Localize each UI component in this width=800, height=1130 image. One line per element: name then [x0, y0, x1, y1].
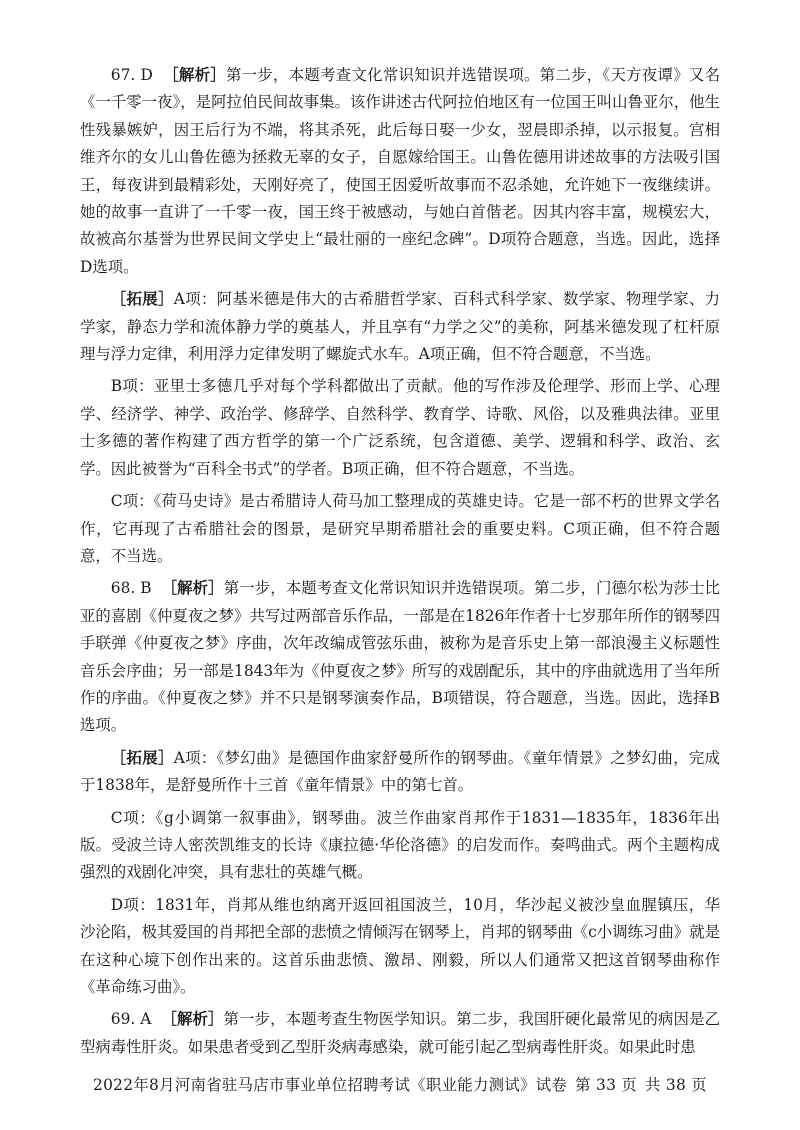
- q69-analysis-label: ［解析］: [161, 1010, 224, 1029]
- q67-analysis-body: 第一步，本题考查文化常识知识并选错误项。第二步，《天方夜谭》又名《一千零一夜》，是阿拉伯民间故事集。该作讲述古代阿拉伯地区有一位国王叫山鲁亚尔，他生性残暴嫉妒，因王后行为不端，将其杀死，此后每日娶一少女，翌晨即杀掉，以示报复。宫相维齐尔的女儿山鲁佐德为拯救无辜的女子，自愿嫁给国王。山鲁佐德用讲述故事的方法吸引国王，每夜讲到最精彩处，天刚好亮了，使国王因爱听故事而不忍杀她，允许她下一夜继续讲。她的故事一直讲了一千零一夜，国王终于被感动，与她白首偕老。因其内容丰富，规模宏大，故被高尔基誉为世界民间文学史上“最壮丽的一座纪念碑”。D项符合题意，当选。因此，选择D选项。: [80, 66, 720, 276]
- q67-analysis: [80, 62, 720, 281]
- footer-exam-title: 2022年8月河南省驻马店市事业单位招聘考试《职业能力测试》试卷: [92, 1076, 568, 1094]
- q68-analysis-label: ［解析］: [161, 579, 224, 598]
- q68-analysis: [80, 575, 720, 739]
- footer-total-pages: 共 38 页: [645, 1076, 707, 1094]
- footer-page-number: 第 33 页: [575, 1076, 638, 1094]
- q69-number: 69. A: [110, 1010, 152, 1029]
- q68-analysis-body: 第一步，本题考查文化常识知识并选错误项。第二步，门德尔松为莎士比亚的喜剧《仲夏夜之梦》共写过两部音乐作品，一部是在1826年作者十七岁那年所作的钢琴四手联弹《仲夏夜之梦》序曲，次年改编成管弦乐曲，被称为是音乐史上第一部浪漫主义标题性音乐会序曲；另一部是1843年为《仲夏夜之梦》所写的戏剧配乐，其中的序曲就选用了当年所作的序曲。《仲夏夜之梦》并不只是钢琴演奏作品，B项错误，符合题意，当选。因此，选择B选项。: [80, 579, 720, 735]
- q68-extension-c: C项：《g小调第一叙事曲》，钢琴曲。波兰作曲家肖邦作于1831—1835年，1836年出版。受波兰诗人密茨凯维支的长诗《康拉德·华伦洛德》的启发而作。奏鸣曲式。两个主题构成强烈的戏剧化冲突，具有悲壮的英雄气概。: [80, 808, 720, 882]
- q67-extension-a: [80, 286, 720, 368]
- q68-extension-d: D项：1831年，肖邦从维也纳离开返回祖国波兰，10月，华沙起义被沙皇血腥镇压，华沙沦陷，极其爱国的肖邦把全部的悲愤之情倾泻在钢琴上，肖邦的钢琴曲《c小调练习曲》就是在这种心境下创作出来的。这首乐曲悲愤、激昂、刚毅，所以人们通常又把这首钢琴曲称作《革命练习曲》。: [80, 895, 720, 996]
- page-footer: [0, 1073, 800, 1095]
- q67-number: 67. D: [110, 66, 153, 84]
- q67-extension-c: C项：《荷马史诗》是古希腊诗人荷马加工整理成的英雄史诗。它是一部不朽的世界文学名作，它再现了古希腊社会的图景，是研究早期希腊社会的重要史料。C项正确，但不符合题意，不当选。: [80, 492, 720, 565]
- q68-extension-label: ［拓展］: [110, 748, 174, 767]
- q68-number: 68. B: [110, 579, 152, 598]
- q68-extension-a-text: A项：《梦幻曲》是德国作曲家舒曼所作的钢琴曲。《童年情景》之梦幻曲，完成于1838年，是舒曼所作十三首《童年情景》中的第七首。: [80, 748, 720, 795]
- q67-extension-b: B项：亚里士多德几乎对每个学科都做出了贡献。他的写作涉及伦理学、形而上学、心理学、经济学、神学、政治学、修辞学、自然科学、教育学、诗歌、风俗，以及雅典法律。亚里士多德的著作构建了西方哲学的第一个广泛系统，包含道德、美学、逻辑和科学、政治、玄学。因此被誉为“百科全书式”的学者。B项正确，但不符合题意，不当选。: [80, 377, 720, 478]
- q67-analysis-label: ［解析］: [163, 66, 226, 84]
- q69-analysis: [80, 1006, 720, 1061]
- q68-extension-a: [80, 745, 720, 800]
- q67-extension-label: ［拓展］: [110, 290, 174, 309]
- q69-analysis-body: 第一步，本题考查生物医学知识。第二步，我国肝硬化最常见的病因是乙型病毒性肝炎。如果患者受到乙型肝炎病毒感染，就可能引起乙型病毒性肝炎。如果此时患: [80, 1010, 720, 1056]
- q67-extension-a-text: A项：阿基米德是伟大的古希腊哲学家、百科式科学家、数学家、物理学家、力学家，静态力学和流体静力学的奠基人，并且享有“力学之父”的美称，阿基米德发现了杠杆原理与浮力定律，利用浮力定律发明了螺旋式水车。A项正确，但不符合题意，不当选。: [80, 290, 720, 364]
